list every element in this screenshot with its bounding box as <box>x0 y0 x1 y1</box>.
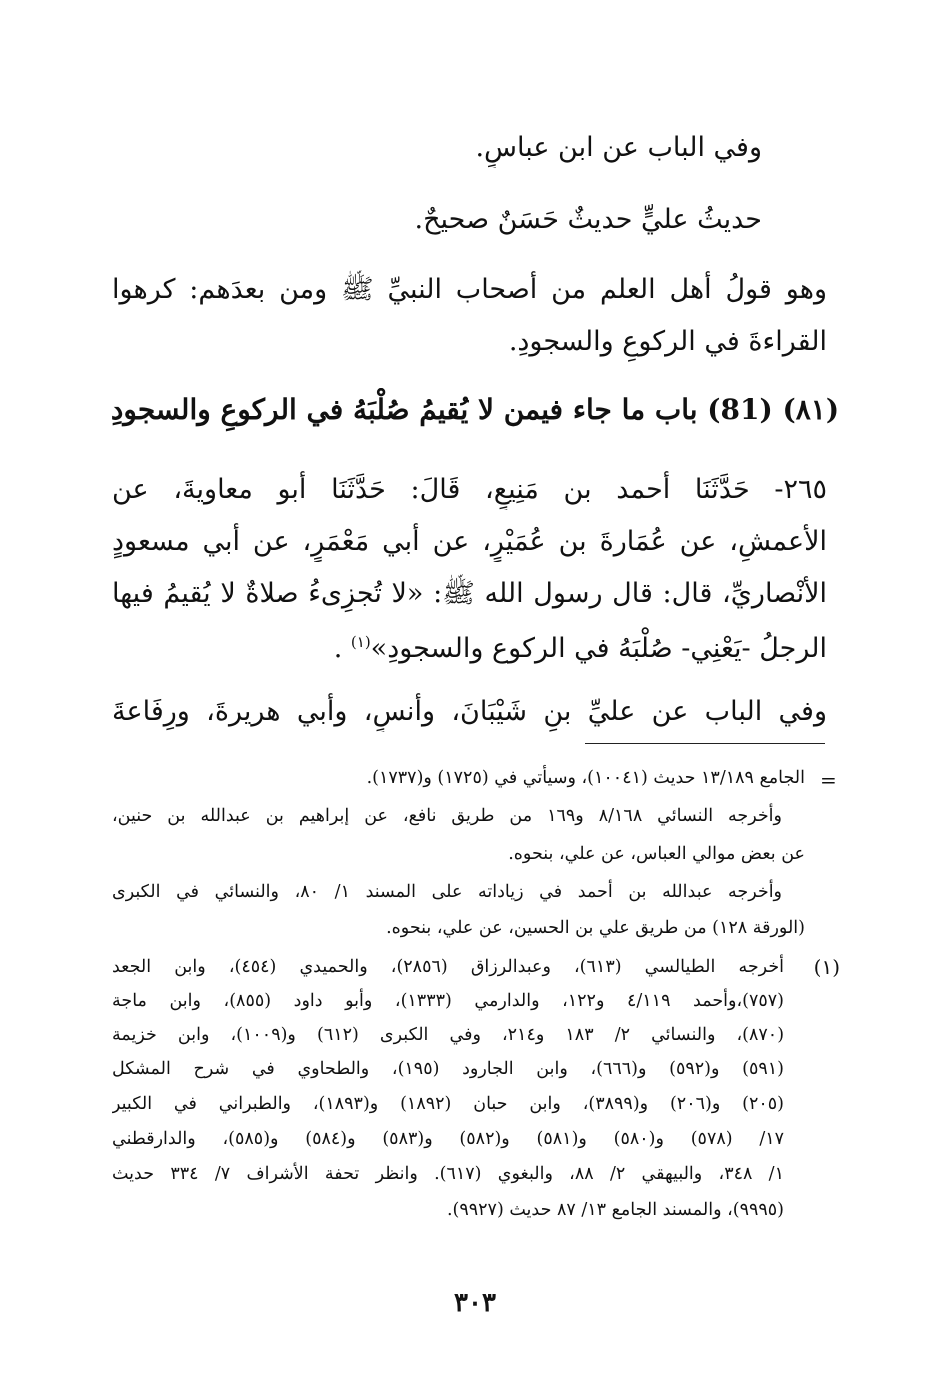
footnote-cont-line-1: الجامع ١٣/١٨٩ حديث (١٠٠٤١)، وسيأتي في (١٧٢٥) و(١٧٣٧). <box>366 768 805 788</box>
hadith-line-4 <box>112 622 827 669</box>
footnote-1-line-4: (٥٩١) و(٥٩٢) و(٦٦٦)، وابن الجارود (١٩٥)، والطحاوي في شرح المشكل <box>112 1059 784 1079</box>
footnote-1-line-6: ١٧/ (٥٧٨) و(٥٨٠) و(٥٨١) و(٥٨٢) و(٥٨٣) و(٥٨٤) و(٥٨٥)، والدارقطني <box>112 1129 784 1149</box>
footnote-cont-line-2: وأخرجه النسائي ٨/١٦٨ و١٦٩ من طريق نافع، عن إبراهيم بن عبدالله بن حنين، <box>112 806 782 826</box>
footnote-cont-line-5: (الورقة ١٢٨) من طريق علي بن الحسين، عن علي، بنحوه. <box>386 918 805 938</box>
footnote-1-line-2: (٧٥٧)،وأحمد ٤/١١٩ و١٢٢، والدارمي (١٣٣٣)، وأبو داود (٨٥٥)، وابن ماجة <box>112 991 784 1011</box>
footnote-1-line-8: (٩٩٩٥)، والمسند الجامع ١٣/ ٨٧ حديث (٩٩٢٧). <box>446 1200 784 1220</box>
hadith-line-4-period: . <box>333 633 351 664</box>
hadith-line-2: الأعمشِ، عن عُمَارةَ بن عُمَيْرٍ، عن أبي مَعْمَرٍ، عن أبي مسعودٍ <box>112 526 827 557</box>
footnote-separator <box>585 743 825 744</box>
hadith-line-5: وفي الباب عن عليِّ بنِ شَيْبَانَ، وأنسٍ، وأبي هريرةَ، ورِفَاعةَ <box>112 696 827 727</box>
hadith-line-1: ٢٦٥- حَدَّثَنَا أحمد بن مَنِيعٍ، قَالَ: حَدَّثَنَا أبو معاويةَ، عن <box>112 474 827 505</box>
page-number: ٣٠٣ <box>454 1288 496 1318</box>
footnote-reference-1: (١) <box>350 633 371 651</box>
footnote-continuation-marker: = <box>820 768 837 792</box>
footnote-1-line-7: ١/ ٣٤٨، والبيهقي ٢/ ٨٨، والبغوي (٦١٧). وانظر تحفة الأشراف ٧/ ٣٣٤ حديث <box>112 1164 784 1184</box>
paragraph-grading: حديثُ عليٍّ حديثٌ حَسَنٌ صحيحٌ. <box>414 204 762 235</box>
paragraph-scholars-line-2: القراءةَ في الركوعِ والسجودِ. <box>508 326 827 357</box>
hadith-line-4-text: الرجلُ -يَعْنِي- صُلْبَهُ في الركوع والسجودِ» <box>370 633 827 664</box>
footnote-cont-line-3: عن بعض موالي العباس، عن علي، بنحوه. <box>508 844 805 864</box>
hadith-line-3: الأنْصاريِّ، قال: قال رسول الله ﷺ: «لا تُجزِىءُ صلاةٌ لا يُقيمُ فيها <box>112 578 827 609</box>
chapter-heading: (٨١) (81) باب ما جاء فيمن لا يُقيمُ صُلْبَهُ في الركوعِ والسجودِ <box>110 393 840 426</box>
footnote-cont-line-4: وأخرجه عبدالله بن أحمد في زياداته على المسند ١/ ٨٠، والنسائي في الكبرى <box>112 882 782 902</box>
footnote-1-line-1: أخرجه الطيالسي (٦١٣)، وعبدالرزاق (٢٨٥٦)، والحميدي (٤٥٤)، وابن الجعد <box>112 957 784 977</box>
footnote-1-line-5: (٢٠٥) و(٢٠٦) و(٣٨٩٩)، وابن حبان (١٨٩٢) و(١٨٩٣)، والطبراني في الكبير <box>112 1094 784 1114</box>
paragraph-scholars-line-1: وهو قولُ أهل العلم من أصحاب النبيِّ ﷺ ومن بعدَهم: كرهوا <box>112 274 827 305</box>
footnote-1-line-3: (٨٧٠)، والنسائي ٢/ ١٨٣ و٢١٤، وفي الكبرى (٦١٢) و(١٠٠٩)، وابن خزيمة <box>112 1025 784 1045</box>
footnote-1-marker: (١) <box>813 955 840 979</box>
paragraph-ibn-abbas: وفي الباب عن ابن عباسٍ. <box>475 132 762 163</box>
